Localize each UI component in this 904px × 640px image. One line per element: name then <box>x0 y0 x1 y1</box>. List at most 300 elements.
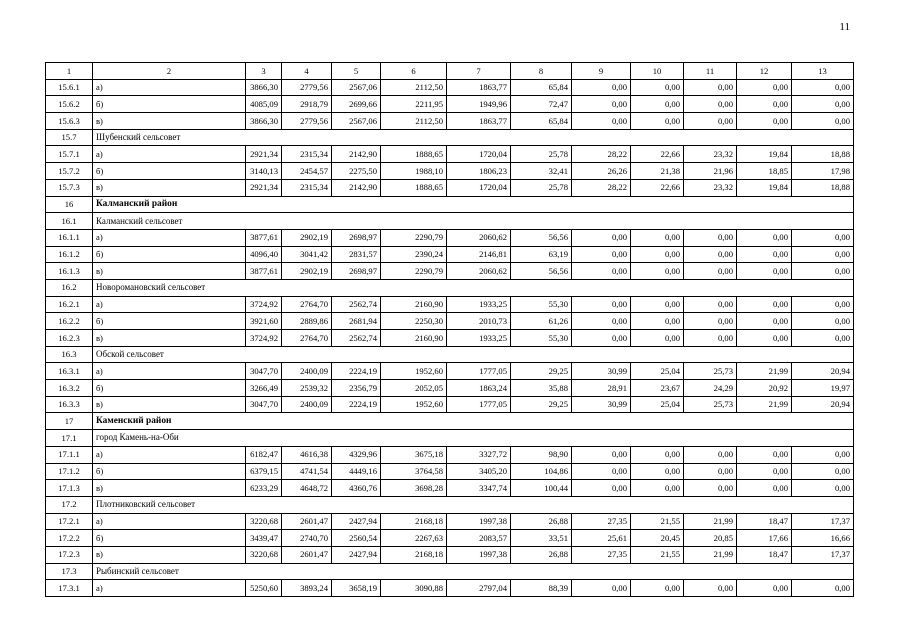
row-id: 15.7.1 <box>46 146 93 163</box>
section-title: Калманский район <box>93 196 854 213</box>
value-cell: 1997,38 <box>447 546 511 563</box>
value-cell: 17,66 <box>737 530 792 547</box>
col-header-9: 9 <box>572 63 631 80</box>
row-id: 16.2.2 <box>46 313 93 330</box>
table-row <box>46 530 854 547</box>
value-cell: 4741,54 <box>282 463 332 480</box>
value-cell: 4648,72 <box>282 480 332 497</box>
row-label: а) <box>93 446 246 463</box>
col-header-7: 7 <box>447 63 511 80</box>
value-cell: 0,00 <box>684 263 737 280</box>
row-id: 17.3.1 <box>46 580 93 597</box>
value-cell: 63,19 <box>511 246 572 263</box>
value-cell: 18,88 <box>792 146 854 163</box>
value-cell: 18,85 <box>737 163 792 180</box>
section-row <box>46 563 854 580</box>
value-cell: 2562,74 <box>332 330 381 347</box>
value-cell: 2400,09 <box>282 396 332 413</box>
col-header-3: 3 <box>246 63 282 80</box>
value-cell: 0,00 <box>572 480 631 497</box>
value-cell: 1863,77 <box>447 79 511 96</box>
value-cell: 0,00 <box>737 246 792 263</box>
row-id: 16.1.2 <box>46 246 93 263</box>
value-cell: 0,00 <box>572 229 631 246</box>
value-cell: 1933,25 <box>447 296 511 313</box>
table-row <box>46 380 854 397</box>
row-label: б) <box>93 463 246 480</box>
value-cell: 6379,15 <box>246 463 282 480</box>
row-label: а) <box>93 229 246 246</box>
value-cell: 1988,10 <box>381 163 447 180</box>
value-cell: 2315,34 <box>282 146 332 163</box>
value-cell: 29,25 <box>511 396 572 413</box>
value-cell: 0,00 <box>737 263 792 280</box>
value-cell: 20,85 <box>684 530 737 547</box>
value-cell: 4329,96 <box>332 446 381 463</box>
value-cell: 26,88 <box>511 546 572 563</box>
value-cell: 0,00 <box>684 296 737 313</box>
value-cell: 23,32 <box>684 179 737 196</box>
table-row <box>46 246 854 263</box>
value-cell: 3866,30 <box>246 113 282 130</box>
value-cell: 0,00 <box>792 463 854 480</box>
value-cell: 3866,30 <box>246 79 282 96</box>
value-cell: 28,22 <box>572 146 631 163</box>
value-cell: 2290,79 <box>381 229 447 246</box>
value-cell: 2699,66 <box>332 96 381 113</box>
section-row <box>46 129 854 146</box>
value-cell: 0,00 <box>792 229 854 246</box>
value-cell: 0,00 <box>631 446 684 463</box>
value-cell: 0,00 <box>737 229 792 246</box>
value-cell: 22,66 <box>631 179 684 196</box>
value-cell: 25,78 <box>511 146 572 163</box>
table-row <box>46 146 854 163</box>
value-cell: 2831,57 <box>332 246 381 263</box>
row-label: а) <box>93 79 246 96</box>
value-cell: 2601,47 <box>282 513 332 530</box>
value-cell: 3724,92 <box>246 330 282 347</box>
value-cell: 0,00 <box>684 229 737 246</box>
value-cell: 0,00 <box>631 330 684 347</box>
value-cell: 0,00 <box>631 313 684 330</box>
value-cell: 0,00 <box>737 79 792 96</box>
value-cell: 0,00 <box>792 246 854 263</box>
value-cell: 0,00 <box>572 246 631 263</box>
row-label: б) <box>93 530 246 547</box>
row-label: в) <box>93 179 246 196</box>
value-cell: 3658,19 <box>332 580 381 597</box>
col-header-6: 6 <box>381 63 447 80</box>
value-cell: 18,88 <box>792 179 854 196</box>
value-cell: 24,29 <box>684 380 737 397</box>
section-title: Обской сельсовет <box>93 346 854 363</box>
value-cell: 0,00 <box>572 113 631 130</box>
row-id: 17.1.2 <box>46 463 93 480</box>
value-cell: 3893,24 <box>282 580 332 597</box>
value-cell: 2427,94 <box>332 546 381 563</box>
value-cell: 27,35 <box>572 546 631 563</box>
row-id: 17 <box>46 413 93 430</box>
value-cell: 2160,90 <box>381 330 447 347</box>
col-header-4: 4 <box>282 63 332 80</box>
district-row <box>46 413 854 430</box>
value-cell: 3347,74 <box>447 480 511 497</box>
value-cell: 0,00 <box>792 580 854 597</box>
row-id: 17.2.1 <box>46 513 93 530</box>
row-id: 16.1 <box>46 213 93 230</box>
value-cell: 23,67 <box>631 380 684 397</box>
value-cell: 17,37 <box>792 546 854 563</box>
value-cell: 2224,19 <box>332 363 381 380</box>
table-row <box>46 79 854 96</box>
value-cell: 3047,70 <box>246 363 282 380</box>
value-cell: 2168,18 <box>381 546 447 563</box>
section-title: Каменский район <box>93 413 854 430</box>
row-label: в) <box>93 263 246 280</box>
section-row <box>46 496 854 513</box>
row-label: б) <box>93 163 246 180</box>
value-cell: 3764,58 <box>381 463 447 480</box>
value-cell: 0,00 <box>631 96 684 113</box>
row-label: в) <box>93 330 246 347</box>
value-cell: 0,00 <box>737 313 792 330</box>
value-cell: 35,88 <box>511 380 572 397</box>
value-cell: 30,99 <box>572 363 631 380</box>
value-cell: 28,91 <box>572 380 631 397</box>
value-cell: 0,00 <box>631 113 684 130</box>
value-cell: 0,00 <box>792 263 854 280</box>
value-cell: 17,37 <box>792 513 854 530</box>
value-cell: 72,47 <box>511 96 572 113</box>
value-cell: 0,00 <box>572 296 631 313</box>
value-cell: 6233,29 <box>246 480 282 497</box>
value-cell: 2797,04 <box>447 580 511 597</box>
value-cell: 3090,88 <box>381 580 447 597</box>
value-cell: 21,99 <box>684 546 737 563</box>
table-row <box>46 580 854 597</box>
value-cell: 0,00 <box>684 113 737 130</box>
section-title: Калманский сельсовет <box>93 213 854 230</box>
col-header-1: 1 <box>46 63 93 80</box>
value-cell: 0,00 <box>631 79 684 96</box>
row-id: 15.7.3 <box>46 179 93 196</box>
row-id: 15.6.3 <box>46 113 93 130</box>
value-cell: 2112,50 <box>381 79 447 96</box>
value-cell: 1949,96 <box>447 96 511 113</box>
value-cell: 0,00 <box>792 96 854 113</box>
value-cell: 55,30 <box>511 330 572 347</box>
row-label: б) <box>93 313 246 330</box>
value-cell: 21,55 <box>631 546 684 563</box>
row-label: в) <box>93 480 246 497</box>
value-cell: 2060,62 <box>447 263 511 280</box>
value-cell: 25,73 <box>684 396 737 413</box>
value-cell: 32,41 <box>511 163 572 180</box>
table-row <box>46 396 854 413</box>
value-cell: 2902,19 <box>282 229 332 246</box>
value-cell: 3266,49 <box>246 380 282 397</box>
value-cell: 56,56 <box>511 263 572 280</box>
value-cell: 2560,54 <box>332 530 381 547</box>
value-cell: 21,99 <box>684 513 737 530</box>
value-cell: 0,00 <box>684 480 737 497</box>
value-cell: 0,00 <box>572 446 631 463</box>
row-id: 15.7 <box>46 129 93 146</box>
value-cell: 2889,86 <box>282 313 332 330</box>
value-cell: 0,00 <box>572 330 631 347</box>
table-row <box>46 513 854 530</box>
value-cell: 21,55 <box>631 513 684 530</box>
page-number: 11 <box>839 21 850 33</box>
value-cell: 0,00 <box>737 580 792 597</box>
table-row <box>46 113 854 130</box>
table-row <box>46 480 854 497</box>
value-cell: 100,44 <box>511 480 572 497</box>
value-cell: 2454,57 <box>282 163 332 180</box>
value-cell: 1777,05 <box>447 363 511 380</box>
value-cell: 2250,30 <box>381 313 447 330</box>
value-cell: 0,00 <box>684 79 737 96</box>
row-label: б) <box>93 96 246 113</box>
value-cell: 0,00 <box>792 330 854 347</box>
value-cell: 0,00 <box>792 313 854 330</box>
value-cell: 4449,16 <box>332 463 381 480</box>
value-cell: 0,00 <box>684 313 737 330</box>
value-cell: 0,00 <box>792 296 854 313</box>
value-cell: 3047,70 <box>246 396 282 413</box>
value-cell: 2052,05 <box>381 380 447 397</box>
value-cell: 2539,32 <box>282 380 332 397</box>
value-cell: 0,00 <box>792 480 854 497</box>
value-cell: 2921,34 <box>246 179 282 196</box>
value-cell: 3220,68 <box>246 513 282 530</box>
value-cell: 0,00 <box>572 313 631 330</box>
value-cell: 18,47 <box>737 513 792 530</box>
value-cell: 2764,70 <box>282 296 332 313</box>
value-cell: 2698,97 <box>332 263 381 280</box>
value-cell: 1888,65 <box>381 179 447 196</box>
value-cell: 2142,90 <box>332 146 381 163</box>
table-row <box>46 313 854 330</box>
value-cell: 21,38 <box>631 163 684 180</box>
value-cell: 25,73 <box>684 363 737 380</box>
value-cell: 3140,13 <box>246 163 282 180</box>
section-row <box>46 279 854 296</box>
value-cell: 2921,34 <box>246 146 282 163</box>
row-label: а) <box>93 296 246 313</box>
table-body <box>46 79 854 596</box>
col-header-8: 8 <box>511 63 572 80</box>
value-cell: 2567,06 <box>332 79 381 96</box>
value-cell: 25,78 <box>511 179 572 196</box>
value-cell: 2112,50 <box>381 113 447 130</box>
value-cell: 0,00 <box>631 246 684 263</box>
value-cell: 20,45 <box>631 530 684 547</box>
row-id: 17.1.3 <box>46 480 93 497</box>
value-cell: 2146,81 <box>447 246 511 263</box>
section-row <box>46 213 854 230</box>
value-cell: 2083,57 <box>447 530 511 547</box>
value-cell: 18,47 <box>737 546 792 563</box>
value-cell: 61,26 <box>511 313 572 330</box>
value-cell: 1863,77 <box>447 113 511 130</box>
col-header-12: 12 <box>737 63 792 80</box>
value-cell: 2267,63 <box>381 530 447 547</box>
value-cell: 2562,74 <box>332 296 381 313</box>
value-cell: 56,56 <box>511 229 572 246</box>
value-cell: 3724,92 <box>246 296 282 313</box>
value-cell: 1806,23 <box>447 163 511 180</box>
value-cell: 27,35 <box>572 513 631 530</box>
row-id: 16.3.3 <box>46 396 93 413</box>
value-cell: 0,00 <box>572 79 631 96</box>
row-id: 16.1.1 <box>46 229 93 246</box>
value-cell: 2740,70 <box>282 530 332 547</box>
value-cell: 0,00 <box>684 463 737 480</box>
row-label: а) <box>93 580 246 597</box>
value-cell: 3877,61 <box>246 229 282 246</box>
value-cell: 2601,47 <box>282 546 332 563</box>
value-cell: 2160,90 <box>381 296 447 313</box>
value-cell: 23,32 <box>684 146 737 163</box>
value-cell: 4616,38 <box>282 446 332 463</box>
value-cell: 98,90 <box>511 446 572 463</box>
value-cell: 0,00 <box>792 79 854 96</box>
value-cell: 0,00 <box>737 330 792 347</box>
value-cell: 0,00 <box>631 296 684 313</box>
col-header-13: 13 <box>792 63 854 80</box>
row-id: 17.1.1 <box>46 446 93 463</box>
value-cell: 2010,73 <box>447 313 511 330</box>
value-cell: 0,00 <box>737 480 792 497</box>
value-cell: 1952,60 <box>381 363 447 380</box>
col-header-11: 11 <box>684 63 737 80</box>
value-cell: 20,94 <box>792 363 854 380</box>
col-header-2: 2 <box>93 63 246 80</box>
value-cell: 1863,24 <box>447 380 511 397</box>
row-id: 15.6.2 <box>46 96 93 113</box>
value-cell: 104,86 <box>511 463 572 480</box>
row-id: 16.3.2 <box>46 380 93 397</box>
value-cell: 1720,04 <box>447 179 511 196</box>
value-cell: 3675,18 <box>381 446 447 463</box>
value-cell: 0,00 <box>792 113 854 130</box>
value-cell: 4096,40 <box>246 246 282 263</box>
row-label: б) <box>93 246 246 263</box>
value-cell: 1997,38 <box>447 513 511 530</box>
value-cell: 0,00 <box>631 263 684 280</box>
value-cell: 21,96 <box>684 163 737 180</box>
value-cell: 28,22 <box>572 179 631 196</box>
value-cell: 25,61 <box>572 530 631 547</box>
table-row <box>46 296 854 313</box>
section-title: Шубенский сельсовет <box>93 129 854 146</box>
value-cell: 0,00 <box>684 330 737 347</box>
value-cell: 26,26 <box>572 163 631 180</box>
value-cell: 3877,61 <box>246 263 282 280</box>
value-cell: 3921,60 <box>246 313 282 330</box>
value-cell: 2168,18 <box>381 513 447 530</box>
value-cell: 65,84 <box>511 79 572 96</box>
value-cell: 2567,06 <box>332 113 381 130</box>
value-cell: 25,04 <box>631 396 684 413</box>
row-id: 16.2.3 <box>46 330 93 347</box>
table-row <box>46 163 854 180</box>
value-cell: 3327,72 <box>447 446 511 463</box>
tariff-table <box>45 62 854 597</box>
section-row <box>46 430 854 447</box>
row-label: б) <box>93 380 246 397</box>
value-cell: 21,99 <box>737 363 792 380</box>
row-label: в) <box>93 113 246 130</box>
value-cell: 3041,42 <box>282 246 332 263</box>
value-cell: 20,94 <box>792 396 854 413</box>
value-cell: 2390,24 <box>381 246 447 263</box>
value-cell: 88,39 <box>511 580 572 597</box>
section-row <box>46 346 854 363</box>
value-cell: 17,98 <box>792 163 854 180</box>
value-cell: 2764,70 <box>282 330 332 347</box>
row-id: 17.2 <box>46 496 93 513</box>
row-id: 16.2 <box>46 279 93 296</box>
value-cell: 0,00 <box>737 113 792 130</box>
value-cell: 25,04 <box>631 363 684 380</box>
value-cell: 5250,60 <box>246 580 282 597</box>
value-cell: 1952,60 <box>381 396 447 413</box>
value-cell: 29,25 <box>511 363 572 380</box>
table-row <box>46 546 854 563</box>
value-cell: 6182,47 <box>246 446 282 463</box>
value-cell: 65,84 <box>511 113 572 130</box>
value-cell: 3405,20 <box>447 463 511 480</box>
value-cell: 22,66 <box>631 146 684 163</box>
table-row <box>46 463 854 480</box>
row-id: 17.2.3 <box>46 546 93 563</box>
value-cell: 3439,47 <box>246 530 282 547</box>
value-cell: 20,92 <box>737 380 792 397</box>
value-cell: 0,00 <box>737 463 792 480</box>
value-cell: 0,00 <box>572 463 631 480</box>
table-row <box>46 363 854 380</box>
table-row <box>46 96 854 113</box>
value-cell: 2356,79 <box>332 380 381 397</box>
row-id: 16.1.3 <box>46 263 93 280</box>
value-cell: 0,00 <box>572 263 631 280</box>
col-header-10: 10 <box>631 63 684 80</box>
value-cell: 26,88 <box>511 513 572 530</box>
value-cell: 2698,97 <box>332 229 381 246</box>
row-id: 17.3 <box>46 563 93 580</box>
section-title: Новоромановский сельсовет <box>93 279 854 296</box>
value-cell: 2918,79 <box>282 96 332 113</box>
value-cell: 0,00 <box>631 480 684 497</box>
value-cell: 0,00 <box>631 580 684 597</box>
value-cell: 0,00 <box>737 96 792 113</box>
value-cell: 2400,09 <box>282 363 332 380</box>
value-cell: 0,00 <box>737 296 792 313</box>
value-cell: 0,00 <box>631 229 684 246</box>
row-label: в) <box>93 396 246 413</box>
row-id: 16.2.1 <box>46 296 93 313</box>
value-cell: 1777,05 <box>447 396 511 413</box>
value-cell: 2779,56 <box>282 79 332 96</box>
row-label: в) <box>93 546 246 563</box>
value-cell: 55,30 <box>511 296 572 313</box>
value-cell: 19,97 <box>792 380 854 397</box>
value-cell: 4085,09 <box>246 96 282 113</box>
row-label: а) <box>93 363 246 380</box>
